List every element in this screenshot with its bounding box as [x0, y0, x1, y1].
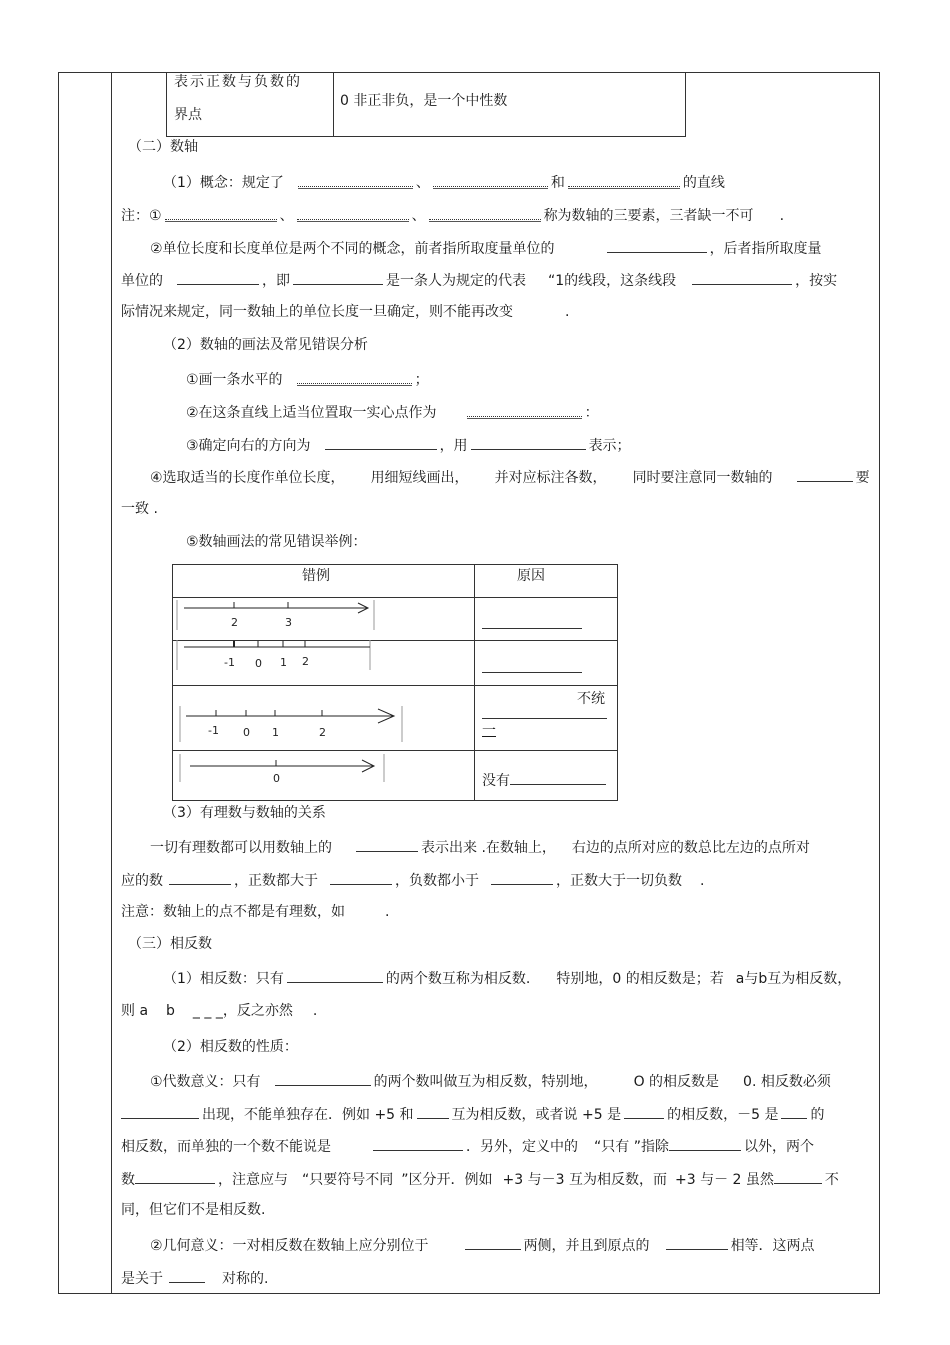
axis-drawings	[172, 596, 473, 801]
blank[interactable]	[135, 1169, 215, 1184]
blank[interactable]	[325, 435, 437, 450]
blank[interactable]	[293, 270, 383, 285]
algebraic-line-3: 相反数，而单独的一个数不能说是 ．另外，定义中的 “只有 ”指除 以外，两个	[121, 1136, 814, 1156]
step-5: ⑤数轴画法的常见错误举例：	[186, 534, 367, 550]
column-divider	[111, 72, 112, 1294]
rational-relation-heading: （3）有理数与数轴的关系	[163, 805, 326, 821]
col-header-error: 错例	[302, 568, 330, 584]
blank[interactable]	[781, 1104, 807, 1119]
step-2: ②在这条直线上适当位置取一实心点作为 ：	[186, 402, 599, 422]
blank[interactable]	[666, 1235, 728, 1250]
axis-3-label: 1	[272, 726, 279, 739]
blank[interactable]	[433, 172, 548, 187]
blank[interactable]	[692, 270, 792, 285]
blank[interactable]	[297, 205, 409, 220]
blank[interactable]	[169, 1268, 205, 1283]
unit-length-line-3: 际情况来规定，同一数轴上的单位长度一旦确定，则不能再改变 .	[121, 304, 570, 320]
step-1: ①画一条水平的 ；	[186, 369, 429, 389]
step-3: ③确定向右的方向为 ，用 表示；	[186, 435, 631, 455]
algebraic-line-2: 出现，不能单独存在．例如 +5 和 互为相反数，或者说 +5 是 的相反数，－5 是 的	[121, 1104, 824, 1124]
table-col-divider	[474, 565, 475, 800]
blank[interactable]	[177, 270, 259, 285]
blank[interactable]	[624, 1104, 664, 1119]
opposite-properties-heading: （2）相反数的性质：	[163, 1039, 298, 1055]
blank[interactable]	[373, 1136, 463, 1151]
blank[interactable]	[465, 1235, 521, 1250]
reason-4-row: 没有	[482, 770, 606, 790]
blank[interactable]	[417, 1104, 449, 1119]
opposite-numbers-heading: （三）相反数	[128, 936, 212, 952]
blank[interactable]	[275, 1071, 371, 1086]
geometric-line-2: 是关于 对称的.	[121, 1268, 268, 1288]
axis-2-label: 0	[255, 657, 262, 670]
blank[interactable]	[356, 837, 418, 852]
reason-3-text-b: 一	[482, 723, 496, 739]
blank[interactable]	[471, 435, 586, 450]
blank[interactable]	[568, 172, 680, 187]
axis-4-label: 0	[273, 772, 280, 785]
axis-1-label: 3	[285, 616, 292, 629]
blank[interactable]	[491, 870, 553, 885]
unit-length-line-1: ②单位长度和长度单位是两个不同的概念，前者指所取度量单位的 ，后者指所取度量	[150, 238, 822, 258]
algebraic-line-1: ①代数意义：只有 的两个数叫做互为相反数，特别地， O 的相反数是 0. 相反数必须	[150, 1071, 831, 1091]
axis-2-label: 2	[302, 655, 309, 668]
axis-2-label: 1	[280, 656, 287, 669]
note-elements-line: 注：① 、 、 称为数轴的三要素，三者缺一不可 .	[121, 205, 784, 225]
blank[interactable]	[287, 968, 383, 983]
top-table-label-2: 界点	[174, 107, 202, 123]
axis-1-label: 2	[231, 616, 238, 629]
blank[interactable]	[467, 402, 582, 417]
unit-length-line-2: 单位的 ，即 是一条人为规定的代表 “1的线段，这条线段 ，按实	[121, 270, 837, 290]
blank[interactable]	[774, 1169, 822, 1184]
concept-line: （1）概念：规定了 、 和 的直线	[163, 172, 725, 192]
step-4-line-1: ④选取适当的长度作单位长度， 用细短线画出， 并对应标注各数， 同时要注意同一数轴的 要	[150, 467, 870, 487]
section-number-line-heading: （二）数轴	[128, 139, 198, 155]
top-table-value: 0 非正非负，是一个中性数	[340, 93, 508, 109]
blank[interactable]	[297, 369, 412, 384]
blank[interactable]	[169, 870, 231, 885]
blank[interactable]	[429, 205, 541, 220]
axis-3-label: 2	[319, 726, 326, 739]
blank[interactable]	[298, 172, 413, 187]
drawing-heading: （2）数轴的画法及常见错误分析	[163, 337, 368, 353]
reason-blank-1[interactable]	[482, 614, 582, 629]
geometric-line-1: ②几何意义：一对相反数在数轴上应分别位于 两侧，并且到原点的 相等．这两点	[150, 1235, 815, 1255]
reason-blank-4[interactable]	[510, 770, 606, 785]
rational-line-2: 应的数 ，正数都大于 ，负数都小于 ，正数大于一切负数 .	[121, 870, 704, 890]
blank[interactable]	[607, 238, 707, 253]
axis-3-label: -1	[208, 724, 219, 737]
reason-3-text-a: 不统	[577, 691, 605, 707]
col-header-reason: 原因	[517, 568, 545, 584]
axis-3-label: 0	[243, 726, 250, 739]
blank[interactable]	[121, 1104, 199, 1119]
axis-2-label: -1	[224, 656, 235, 669]
algebraic-line-4: 数 ，注意应与 “只要符号不同 ”区分开．例如 +3 与－3 互为相反数，而 +3 与－ 2 虽然 不	[121, 1169, 839, 1189]
blank[interactable]	[669, 1136, 741, 1151]
top-table-label-1: 表示正数与负数的	[174, 74, 302, 90]
opposite-def-line-1: （1）相反数：只有 的两个数互称为相反数. 特别地，0 的相反数是；若 a与b互为相反数，	[163, 968, 851, 988]
top-table-divider	[333, 72, 334, 136]
opposite-def-line-2: 则 a b _ _ _，反之亦然 .	[121, 1003, 318, 1019]
algebraic-line-5: 同，但它们不是相反数.	[121, 1202, 266, 1218]
blank[interactable]	[165, 205, 277, 220]
blank[interactable]	[330, 870, 392, 885]
step-4-line-2: 一致 .	[121, 501, 158, 517]
rational-note: 注意：数轴上的点不都是有理数，如 .	[121, 904, 390, 920]
rational-line-1: 一切有理数都可以用数轴上的 表示出来 .在数轴上， 右边的点所对应的数总比左边的点所对	[150, 837, 810, 857]
reason-blank-2[interactable]	[482, 658, 582, 673]
blank[interactable]	[797, 467, 853, 482]
